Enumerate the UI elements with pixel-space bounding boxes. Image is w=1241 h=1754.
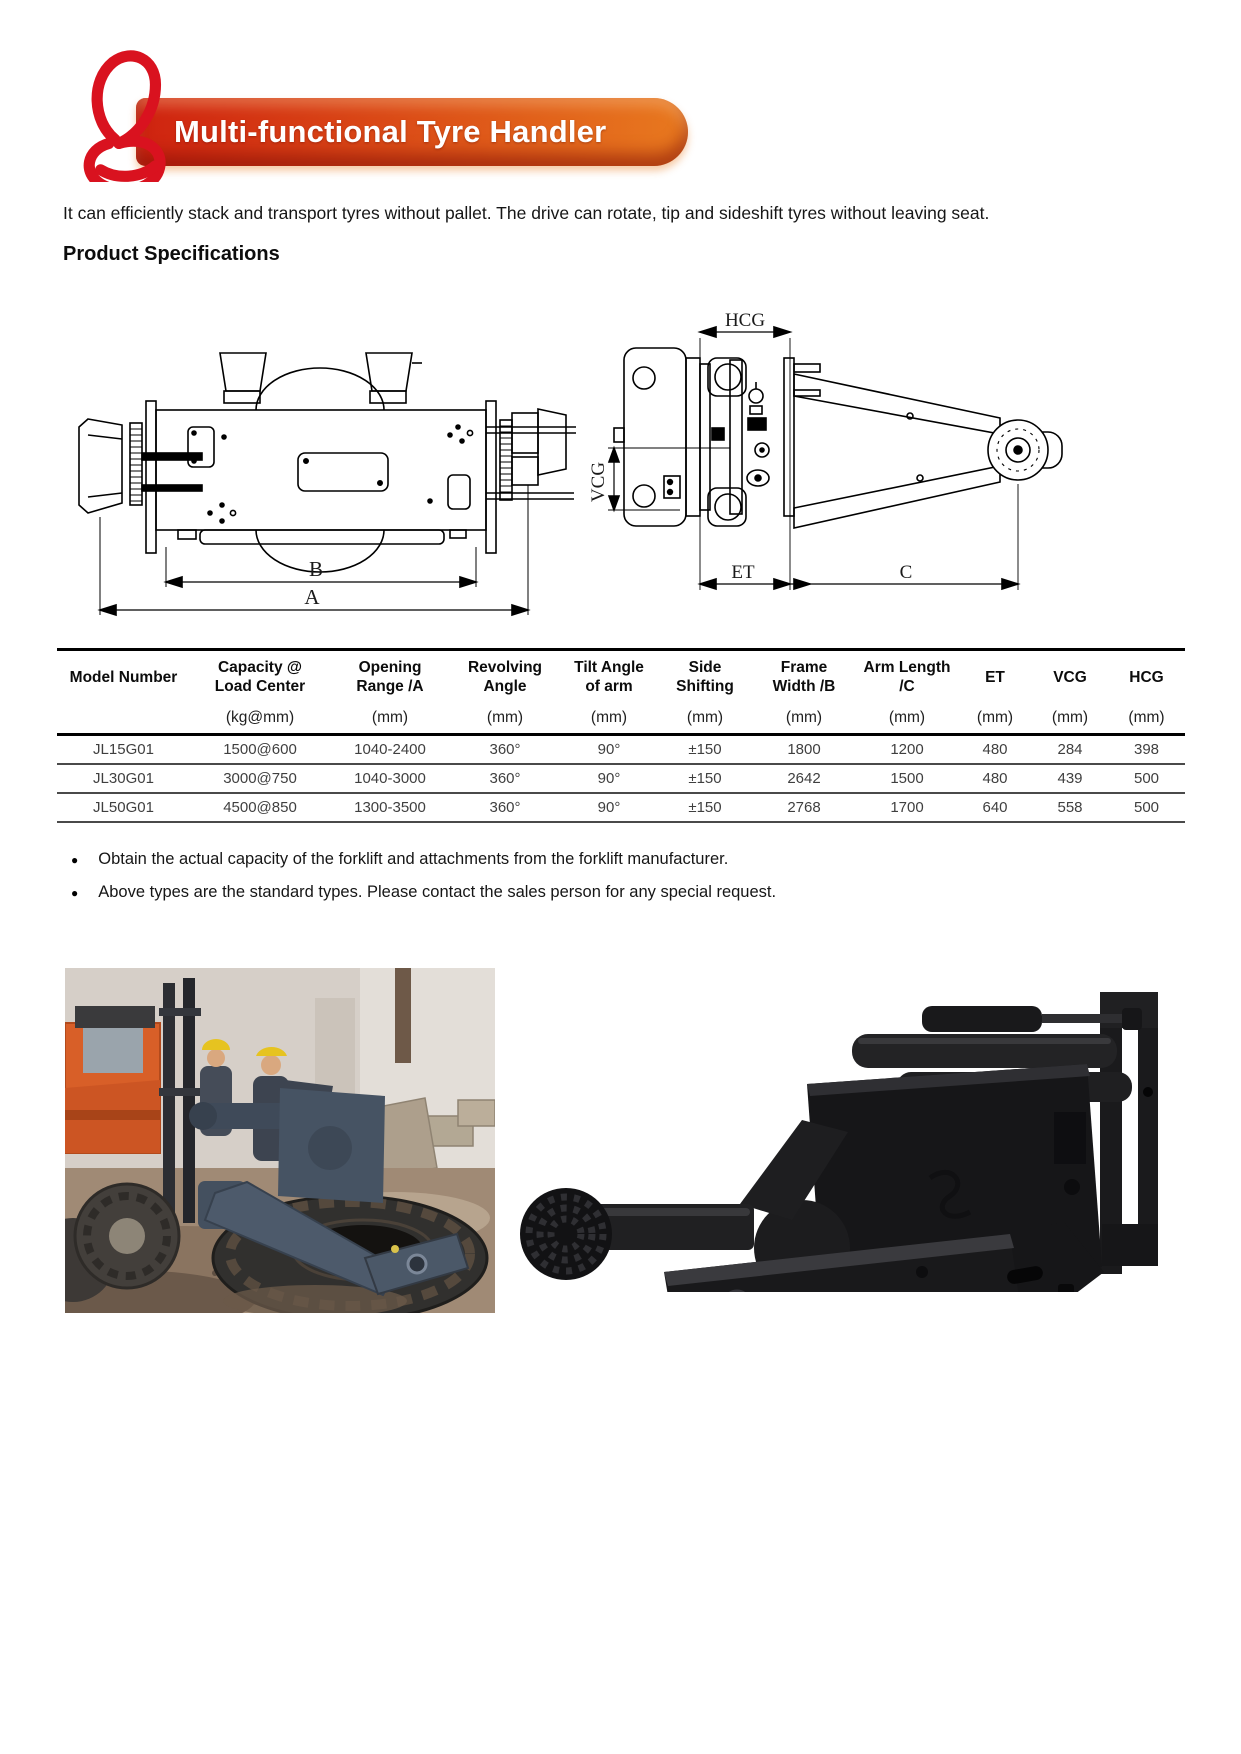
section-heading: Product Specifications [63,243,280,265]
col-header: Capacity @ Load Center [214,659,306,695]
brand-logo-icon [56,40,188,182]
list-item [63,843,1143,876]
dim-label-b: B [308,557,324,581]
notes-list [63,843,1143,909]
knurled-pad [520,1188,612,1280]
col-header: Model Number [69,668,178,686]
dim-label-vcg: VCG [588,461,609,503]
col-header: ET [985,668,1005,686]
spec-table [57,648,1185,823]
col-header: VCG [1053,668,1087,686]
col-header: Arm Length /C [863,659,951,695]
page-title: Multi-functional Tyre Handler [174,114,607,149]
col-header: Opening Range /A [356,659,424,695]
table-row: JL15G01 1500@600 1040-2400 360° 90° ±150 1800 1200 480 284 398 [57,735,1185,765]
col-header: Side Shifting [676,659,734,695]
bullet-icon: ● [71,853,79,867]
side-view-drawing [580,300,1080,600]
plan-view-drawing [70,335,580,625]
col-header: HCG [1129,668,1164,686]
intro-paragraph: It can efficiently stack and transport tyres without pallet. The drive can rotate, tip and sideshift tyres without leaving seat. [63,202,990,223]
title-banner [136,98,688,166]
dim-label-et: ET [731,562,755,583]
table-row: JL50G01 4500@850 1300-3500 360° 90° ±150 2768 1700 640 558 500 [57,793,1185,822]
dim-label-hcg: HCG [724,310,766,331]
list-item [63,876,1143,909]
col-header: Frame Width /B [772,659,836,695]
note-text: Above types are the standard types. Please contact the sales person for any special request. [98,883,777,901]
table-header-row [57,650,1185,704]
table-row: JL30G01 3000@750 1040-3000 360° 90° ±150 2642 1500 480 439 500 [57,764,1185,793]
photo-attachment-product [502,972,1192,1292]
bullet-icon: ● [71,886,79,900]
col-header: Tilt Angle of arm [574,659,644,695]
note-text: Obtain the actual capacity of the forklift and attachments from the forklift manufacturer. [98,850,729,868]
photo-forklift-operation [65,968,495,1313]
col-header: Revolving Angle [467,659,543,695]
dim-label-a: A [304,585,320,609]
dim-label-c: C [899,562,913,583]
table-units-row: (kg@mm) (mm) (mm) (mm) (mm) (mm) (mm) (mm) (mm) (mm) [57,703,1185,735]
